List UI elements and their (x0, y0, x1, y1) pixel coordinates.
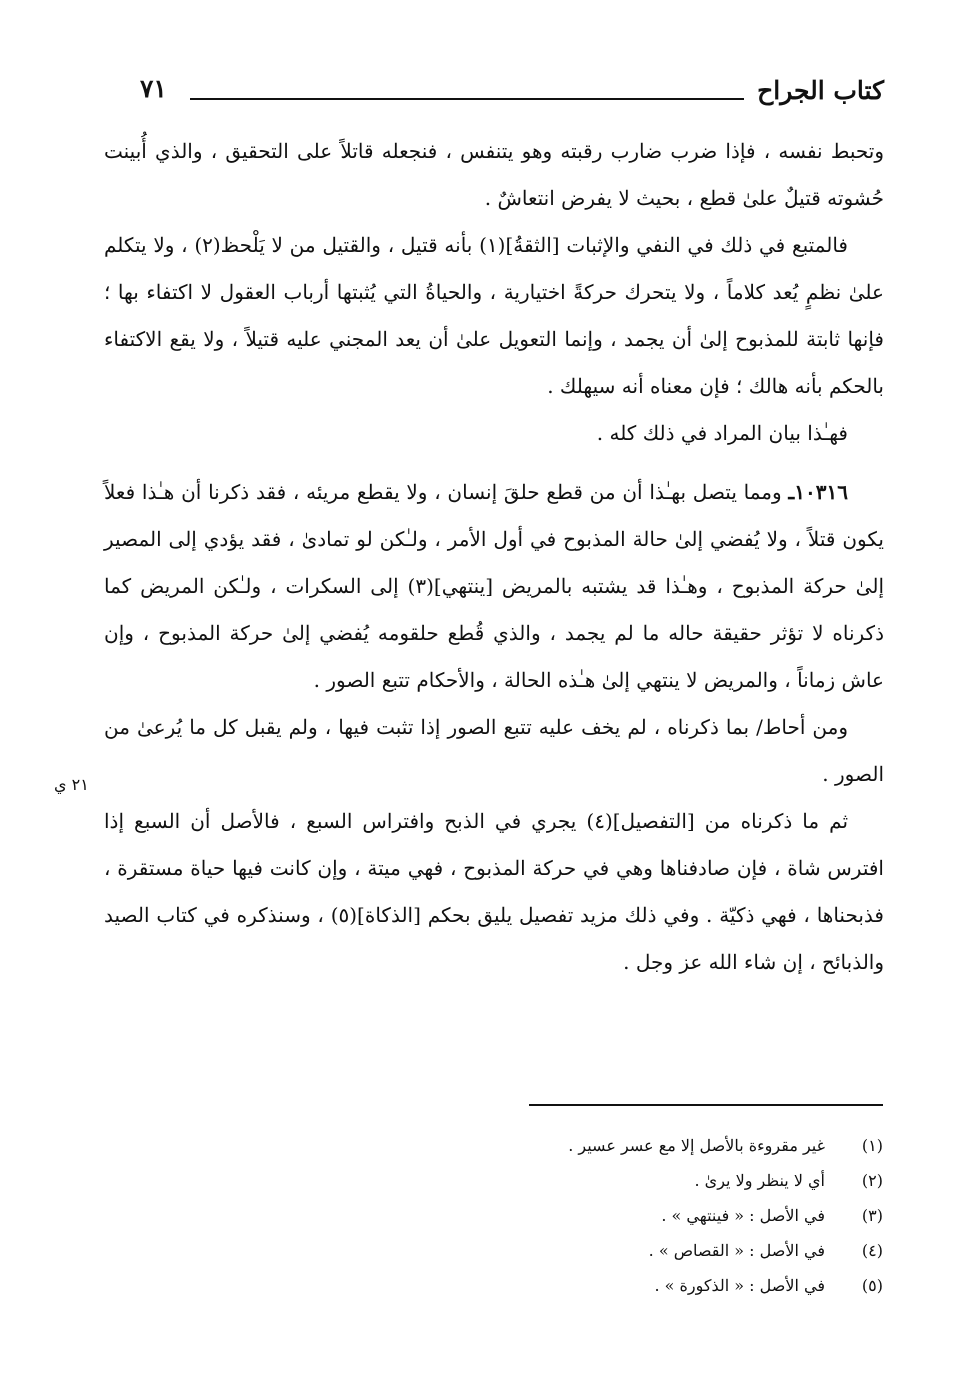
paragraph-6: ثم ما ذكرناه من [التفصيل](٤) يجري في الذبح وافتراس السبع ، فالأصل أن السبع إذا افترس شاة ، فإن صادفناها وهي في حركة المذبوح ، فهي ميتة ، وإن كانت فيها حياة مستقرة ، فذبحناها ، فهي ذكيّة . وفي ذلك مزيد تفصيل يليق بحكم [الذكاة](٥) ، وسنذكره في كتاب الصيد والذبائح ، إن شاء الله عز وجل . (104, 809, 884, 974)
main-text (104, 128, 884, 986)
footnote-text: غير مقروءة بالأصل إلا مع عسر عسير . (568, 1136, 825, 1155)
footnote (463, 1198, 883, 1233)
footnote-text: في الأصل : « الذكورة » . (654, 1276, 825, 1295)
page-header (100, 72, 884, 112)
footnote-text: أي لا ينظر ولا يرىٰ . (694, 1171, 825, 1190)
running-title: كتاب الجراح (757, 76, 884, 105)
paragraph-number: ١٠٣١٦ـ (788, 480, 848, 504)
footnote-rule (529, 1104, 883, 1106)
paragraph-5: ومن أحاط/ بما ذكرناه ، لم يخف عليه تتبع الصور إذا تثبت فيها ، ولم يقبل كل ما يُرعىٰ من الصور . (104, 715, 884, 786)
footnote-text: في الأصل : « فينتهي » . (661, 1206, 825, 1225)
margin-note: ٢١ ي (54, 775, 89, 794)
footnote-number: (٣) (861, 1206, 883, 1225)
footnote-number: (٥) (861, 1276, 883, 1295)
paragraph-3: فهـٰذا بيان المراد في ذلك كله . (596, 421, 848, 445)
paragraph-4-text: ومما يتصل بهـٰذا أن من قطع حلقَ إنسان ، ولا يقطع مريئه ، فقد ذكرنا أن هـٰذا فعلاً يكون قتلاً ، ولا يُفضي إلىٰ حالة المذبوح في أول الأمر ، ولـٰكن لو تمادىٰ ، فقد يؤدي إلى المصير إلىٰ حركة المذبوح ، وهـٰذا قد يشتبه بالمريض [ينتهي](٣) إلى السكرات ، ولـٰكن المريض كما ذكرناه لا تؤثر حقيقة حاله ما لم يجمد ، والذي قُطع حلقومه يُفضي إلىٰ حركة المذبوح ، وإن عاش زماناً ، والمريض لا ينتهي إلىٰ هـٰذه الحالة ، والأحكام تتبع الصور . (104, 480, 884, 692)
paragraph-1: وتحبط نفسه ، فإذا ضرب ضارب رقبته وهو يتنفس ، فنجعله قاتلاً على التحقيق ، والذي أُبينت حُشوته قتيلٌ علىٰ قطع ، بحيث لا يفرض انتعاشٌ . (104, 139, 884, 210)
paragraph-4 (104, 469, 884, 704)
footnote (463, 1233, 883, 1268)
page-number: ٧١ (140, 74, 167, 103)
footnote-number: (٢) (861, 1171, 883, 1190)
footnote (463, 1128, 883, 1163)
footnote (463, 1163, 883, 1198)
footnote-text: في الأصل : « القصاص » . (648, 1241, 825, 1260)
footnote-number: (١) (861, 1136, 883, 1155)
footnote-number: (٤) (861, 1241, 883, 1260)
footnote (463, 1268, 883, 1303)
header-rule (190, 98, 744, 100)
footnotes (463, 1128, 883, 1303)
paragraph-2: فالمتبع في ذلك في النفي والإثبات [الثقةُ](١) بأنه قتيل ، والقتيل من لا يَلْحظ(٢) ، ولا يتكلم علىٰ نظمٍ يُعد كلاماً ، ولا يتحرك حركةً اختيارية ، والحياةُ التي يُثبتها أرباب العقول لا اكتفاء بها ؛ فإنها ثابتة للمذبوح إلىٰ أن يجمد ، وإنما التعويل علىٰ أن يعد المجني عليه قتيلاً ، ولا يقع الاكتفاء بالحكم بأنه هالك ؛ فإن معناه أنه سيهلك . (104, 233, 884, 398)
